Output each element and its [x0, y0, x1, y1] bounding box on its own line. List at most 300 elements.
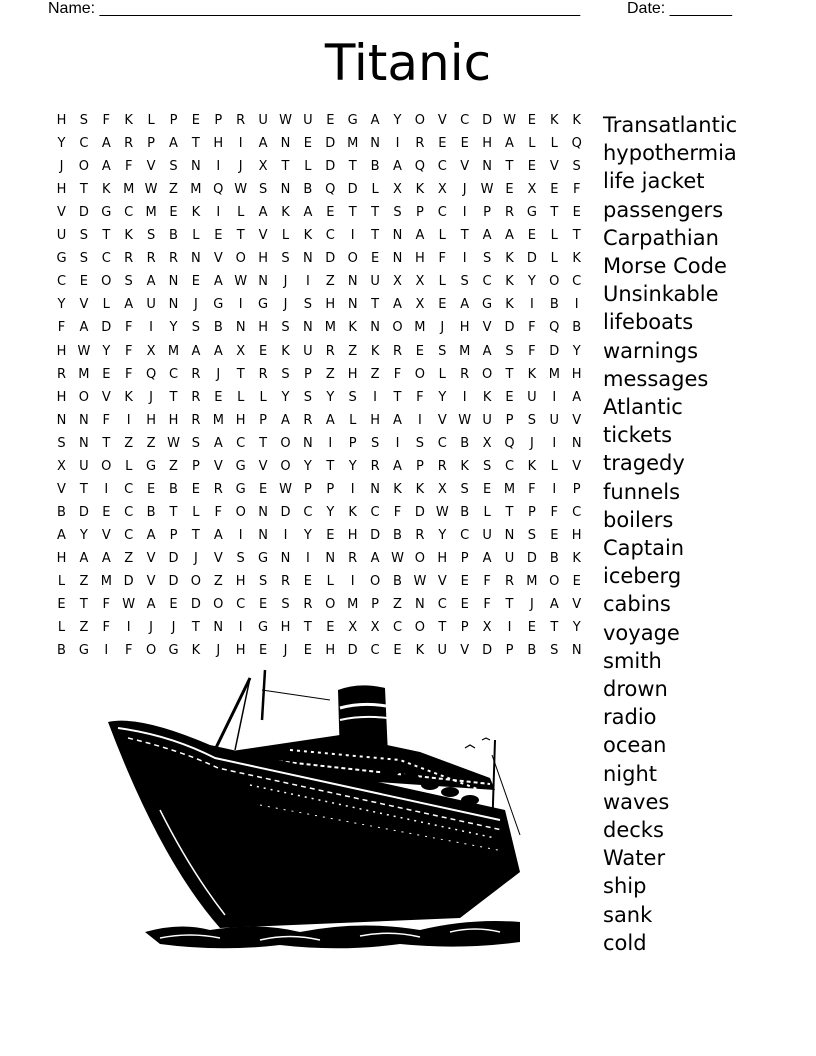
grid-letter[interactable]: D — [347, 182, 358, 198]
grid-letter[interactable]: Y — [326, 389, 335, 405]
grid-letter[interactable]: B — [169, 228, 178, 244]
grid-letter[interactable]: R — [415, 527, 425, 543]
grid-letter[interactable]: B — [57, 643, 66, 659]
grid-letter[interactable]: D — [101, 320, 112, 336]
grid-letter[interactable]: I — [552, 481, 557, 497]
grid-letter[interactable]: H — [437, 550, 448, 566]
grid-letter[interactable]: C — [504, 458, 515, 474]
grid-letter[interactable]: E — [326, 527, 335, 543]
grid-letter[interactable]: S — [527, 412, 537, 428]
grid-letter[interactable]: J — [149, 389, 154, 405]
grid-letter[interactable]: I — [552, 389, 557, 405]
name-field[interactable] — [48, 0, 580, 18]
grid-letter[interactable]: O — [280, 435, 291, 451]
grid-letter[interactable]: D — [370, 527, 381, 543]
grid-letter[interactable]: G — [526, 205, 537, 221]
grid-letter[interactable]: C — [437, 159, 447, 175]
grid-letter[interactable]: F — [483, 597, 491, 613]
grid-letter[interactable]: O — [213, 597, 224, 613]
grid-letter[interactable]: L — [147, 113, 155, 128]
grid-letter[interactable]: J — [238, 159, 243, 175]
grid-letter[interactable]: E — [393, 643, 402, 659]
grid-letter[interactable]: L — [438, 274, 446, 290]
grid-letter[interactable]: L — [57, 574, 66, 589]
grid-letter[interactable]: E — [527, 620, 536, 636]
grid-letter[interactable]: N — [370, 136, 380, 152]
grid-letter[interactable]: I — [126, 412, 131, 428]
grid-letter[interactable]: H — [168, 412, 179, 428]
grid-letter[interactable]: F — [102, 412, 111, 428]
grid-letter[interactable]: O — [78, 159, 89, 175]
grid-letter[interactable]: G — [213, 297, 224, 313]
grid-letter[interactable]: H — [280, 620, 291, 636]
grid-letter[interactable]: Y — [281, 389, 290, 405]
grid-letter[interactable]: I — [216, 159, 221, 175]
grid-letter[interactable]: W — [144, 182, 158, 198]
grid-letter[interactable]: A — [169, 136, 178, 152]
grid-letter[interactable]: Y — [57, 297, 66, 313]
grid-letter[interactable]: I — [574, 297, 579, 313]
grid-letter[interactable]: Y — [348, 458, 357, 474]
grid-letter[interactable]: Z — [79, 620, 89, 636]
grid-letter[interactable]: L — [304, 159, 312, 175]
grid-letter[interactable]: U — [549, 412, 560, 428]
grid-letter[interactable]: G — [146, 458, 157, 474]
grid-letter[interactable]: O — [325, 597, 336, 613]
grid-letter[interactable]: K — [527, 366, 537, 382]
grid-letter[interactable]: R — [213, 481, 223, 497]
grid-letter[interactable]: F — [393, 504, 402, 520]
grid-letter[interactable]: H — [56, 113, 67, 128]
grid-letter[interactable]: M — [347, 597, 359, 613]
grid-letter[interactable]: Z — [169, 458, 178, 474]
grid-letter[interactable]: Q — [414, 159, 425, 175]
grid-letter[interactable]: A — [325, 412, 335, 428]
grid-letter[interactable]: K — [415, 481, 425, 497]
grid-letter[interactable]: S — [482, 251, 492, 267]
grid-letter[interactable]: A — [79, 320, 89, 336]
grid-letter[interactable]: K — [505, 274, 514, 290]
grid-letter[interactable]: K — [505, 251, 514, 267]
grid-letter[interactable]: S — [281, 366, 290, 382]
grid-letter[interactable]: R — [56, 366, 67, 382]
grid-letter[interactable]: X — [482, 620, 492, 636]
grid-letter[interactable]: E — [505, 389, 514, 405]
grid-letter[interactable]: I — [238, 527, 243, 543]
grid-letter[interactable]: E — [505, 182, 514, 198]
grid-letter[interactable]: N — [571, 435, 582, 451]
grid-letter[interactable]: H — [415, 251, 425, 267]
grid-letter[interactable]: U — [437, 643, 448, 659]
grid-letter[interactable]: T — [169, 389, 178, 405]
grid-letter[interactable]: D — [325, 251, 336, 267]
grid-letter[interactable]: H — [347, 527, 358, 543]
grid-letter[interactable]: E — [303, 136, 312, 152]
grid-letter[interactable]: H — [213, 136, 224, 152]
grid-letter[interactable]: V — [213, 251, 223, 267]
grid-letter[interactable]: Y — [169, 320, 178, 336]
grid-letter[interactable]: C — [370, 643, 380, 659]
grid-letter[interactable]: B — [460, 504, 470, 520]
grid-letter[interactable]: N — [168, 274, 179, 290]
grid-letter[interactable]: V — [57, 205, 66, 221]
grid-letter[interactable]: S — [572, 159, 581, 175]
grid-letter[interactable]: E — [326, 113, 335, 128]
grid-letter[interactable]: C — [101, 251, 111, 267]
grid-letter[interactable]: P — [303, 366, 312, 382]
grid-letter[interactable]: S — [370, 435, 380, 451]
grid-letter[interactable]: E — [102, 504, 111, 520]
grid-letter[interactable]: T — [236, 366, 245, 382]
grid-letter[interactable]: K — [550, 113, 559, 128]
grid-letter[interactable]: Y — [102, 343, 111, 359]
grid-letter[interactable]: K — [460, 458, 469, 474]
grid-letter[interactable]: G — [482, 297, 493, 313]
grid-letter[interactable]: V — [101, 527, 111, 543]
grid-letter[interactable]: T — [348, 159, 357, 175]
grid-letter[interactable]: N — [213, 620, 224, 636]
grid-letter[interactable]: D — [190, 597, 201, 613]
grid-letter[interactable]: X — [437, 182, 447, 198]
grid-letter[interactable]: X — [415, 274, 425, 290]
grid-letter[interactable]: H — [325, 297, 336, 313]
grid-letter[interactable]: F — [124, 643, 133, 659]
grid-letter[interactable]: F — [528, 343, 536, 359]
grid-letter[interactable]: I — [350, 228, 355, 244]
grid-letter[interactable]: T — [281, 159, 290, 175]
grid-letter[interactable]: C — [437, 597, 447, 613]
grid-letter[interactable]: L — [281, 228, 290, 244]
grid-letter[interactable]: E — [550, 527, 559, 543]
grid-letter[interactable]: P — [505, 412, 514, 428]
grid-letter[interactable]: R — [191, 389, 201, 405]
grid-letter[interactable]: E — [572, 574, 581, 589]
grid-letter[interactable]: N — [168, 297, 179, 313]
grid-letter[interactable]: D — [325, 159, 336, 175]
grid-letter[interactable]: H — [56, 389, 67, 405]
grid-letter[interactable]: K — [348, 320, 357, 336]
grid-letter[interactable]: T — [79, 182, 88, 198]
grid-letter[interactable]: R — [303, 412, 313, 428]
grid-letter[interactable]: R — [348, 550, 358, 566]
grid-letter[interactable]: K — [393, 481, 402, 497]
grid-letter[interactable]: R — [280, 574, 291, 589]
grid-letter[interactable]: Y — [79, 527, 88, 543]
grid-letter[interactable]: V — [482, 320, 492, 336]
grid-letter[interactable]: L — [192, 228, 200, 244]
grid-letter[interactable]: W — [122, 597, 136, 613]
grid-letter[interactable]: L — [550, 458, 558, 474]
grid-letter[interactable]: M — [100, 574, 112, 589]
grid-letter[interactable]: S — [281, 597, 290, 613]
grid-letter[interactable]: P — [527, 504, 536, 520]
grid-letter[interactable]: W — [279, 481, 292, 497]
grid-letter[interactable]: B — [169, 481, 178, 497]
grid-letter[interactable]: E — [527, 228, 536, 244]
grid-letter[interactable]: A — [101, 550, 111, 566]
grid-letter[interactable]: C — [124, 527, 134, 543]
grid-letter[interactable]: T — [303, 620, 312, 636]
grid-letter[interactable]: L — [259, 389, 267, 405]
grid-letter[interactable]: R — [437, 458, 447, 474]
grid-letter[interactable]: C — [124, 481, 134, 497]
grid-letter[interactable]: H — [56, 182, 67, 198]
grid-letter[interactable]: P — [303, 481, 312, 497]
grid-letter[interactable]: G — [235, 481, 246, 497]
grid-letter[interactable]: I — [126, 620, 131, 636]
grid-letter[interactable]: T — [505, 159, 514, 175]
grid-letter[interactable]: U — [258, 113, 268, 128]
date-blank[interactable]: _______ — [669, 0, 732, 17]
grid-letter[interactable]: S — [79, 228, 89, 244]
grid-letter[interactable]: T — [371, 297, 380, 313]
grid-letter[interactable]: E — [415, 343, 424, 359]
grid-letter[interactable]: R — [258, 366, 268, 382]
grid-letter[interactable]: J — [59, 159, 64, 175]
grid-letter[interactable]: S — [281, 251, 290, 267]
grid-letter[interactable]: M — [167, 343, 180, 359]
grid-letter[interactable]: S — [348, 389, 357, 405]
grid-letter[interactable]: P — [259, 412, 268, 428]
grid-letter[interactable]: T — [572, 228, 581, 244]
grid-letter[interactable]: M — [78, 366, 90, 382]
grid-letter[interactable]: L — [349, 412, 357, 428]
grid-letter[interactable]: O — [414, 113, 425, 128]
grid-letter[interactable]: M — [414, 320, 426, 336]
grid-letter[interactable]: K — [572, 113, 581, 128]
grid-letter[interactable]: T — [191, 136, 200, 152]
grid-letter[interactable]: A — [101, 159, 111, 175]
grid-letter[interactable]: G — [235, 458, 246, 474]
grid-letter[interactable]: A — [370, 550, 380, 566]
grid-letter[interactable]: E — [57, 597, 66, 613]
grid-letter[interactable]: E — [370, 251, 380, 267]
grid-letter[interactable]: C — [437, 205, 447, 221]
grid-letter[interactable]: L — [125, 458, 133, 474]
grid-letter[interactable]: O — [101, 274, 112, 290]
grid-letter[interactable]: E — [191, 481, 200, 497]
grid-letter[interactable]: L — [550, 251, 558, 267]
grid-letter[interactable]: A — [393, 412, 402, 428]
grid-letter[interactable]: G — [347, 113, 358, 128]
grid-letter[interactable]: R — [392, 343, 403, 359]
grid-letter[interactable]: N — [482, 159, 492, 175]
grid-letter[interactable]: X — [370, 620, 380, 636]
grid-letter[interactable]: E — [460, 597, 469, 613]
grid-letter[interactable]: O — [549, 274, 560, 290]
grid-letter[interactable]: X — [482, 435, 492, 451]
grid-letter[interactable]: H — [56, 343, 67, 359]
grid-letter[interactable]: G — [78, 643, 89, 659]
grid-letter[interactable]: W — [391, 550, 404, 566]
grid-letter[interactable]: I — [216, 205, 221, 221]
grid-letter[interactable]: J — [193, 297, 198, 313]
grid-letter[interactable]: E — [527, 159, 536, 175]
grid-letter[interactable]: I — [373, 389, 378, 405]
grid-letter[interactable]: I — [350, 574, 355, 589]
grid-letter[interactable]: M — [190, 182, 202, 198]
grid-letter[interactable]: R — [191, 366, 201, 382]
grid-letter[interactable]: F — [214, 504, 223, 520]
grid-letter[interactable]: X — [393, 274, 402, 290]
grid-letter[interactable]: L — [371, 182, 379, 198]
grid-letter[interactable]: W — [480, 182, 494, 198]
grid-letter[interactable]: K — [348, 504, 357, 520]
grid-letter[interactable]: Z — [370, 366, 380, 382]
grid-letter[interactable]: J — [216, 643, 221, 659]
grid-letter[interactable]: L — [192, 504, 200, 520]
grid-letter[interactable]: R — [236, 113, 246, 128]
grid-letter[interactable]: W — [503, 113, 516, 128]
grid-letter[interactable]: B — [549, 297, 559, 313]
grid-letter[interactable]: F — [124, 320, 133, 336]
grid-letter[interactable]: S — [505, 343, 514, 359]
grid-letter[interactable]: E — [460, 574, 469, 589]
grid-letter[interactable]: Y — [527, 274, 536, 290]
grid-letter[interactable]: B — [549, 550, 559, 566]
grid-letter[interactable]: D — [325, 136, 336, 152]
grid-letter[interactable]: M — [123, 182, 135, 198]
grid-letter[interactable]: F — [124, 366, 133, 382]
grid-letter[interactable]: E — [102, 366, 111, 382]
grid-letter[interactable]: A — [146, 597, 156, 613]
grid-letter[interactable]: Q — [325, 182, 336, 198]
grid-letter[interactable]: O — [101, 458, 112, 474]
grid-letter[interactable]: P — [191, 458, 200, 474]
grid-letter[interactable]: Q — [571, 136, 582, 152]
grid-letter[interactable]: L — [528, 136, 536, 152]
grid-letter[interactable]: A — [124, 297, 134, 313]
grid-letter[interactable]: E — [191, 274, 200, 290]
grid-letter[interactable]: E — [258, 597, 268, 613]
grid-letter[interactable]: M — [324, 320, 336, 336]
grid-letter[interactable]: U — [482, 412, 492, 428]
grid-letter[interactable]: N — [303, 251, 313, 267]
grid-letter[interactable]: E — [460, 136, 469, 152]
grid-letter[interactable]: H — [235, 574, 246, 589]
grid-letter[interactable]: M — [347, 136, 359, 152]
grid-letter[interactable]: S — [169, 159, 178, 175]
grid-letter[interactable]: C — [56, 274, 67, 290]
grid-letter[interactable]: L — [102, 297, 110, 313]
grid-letter[interactable]: P — [169, 113, 178, 128]
grid-letter[interactable]: D — [280, 504, 291, 520]
grid-letter[interactable]: E — [438, 297, 447, 313]
grid-letter[interactable]: M — [145, 205, 157, 221]
grid-letter[interactable]: F — [438, 251, 447, 267]
grid-letter[interactable]: I — [462, 251, 467, 267]
grid-letter[interactable]: D — [414, 504, 425, 520]
grid-letter[interactable]: U — [504, 550, 515, 566]
grid-letter[interactable]: Z — [348, 343, 358, 359]
grid-letter[interactable]: N — [370, 320, 380, 336]
grid-letter[interactable]: V — [258, 228, 268, 244]
grid-letter[interactable]: S — [57, 435, 66, 451]
grid-letter[interactable]: P — [415, 458, 424, 474]
grid-letter[interactable]: S — [258, 574, 268, 589]
grid-letter[interactable]: A — [460, 297, 470, 313]
grid-letter[interactable]: S — [281, 320, 290, 336]
grid-letter[interactable]: J — [193, 550, 198, 566]
grid-letter[interactable]: P — [348, 435, 357, 451]
grid-letter[interactable]: T — [102, 228, 111, 244]
grid-letter[interactable]: U — [56, 228, 67, 244]
grid-letter[interactable]: O — [414, 550, 425, 566]
grid-letter[interactable]: N — [235, 320, 246, 336]
grid-letter[interactable]: E — [326, 205, 335, 221]
grid-letter[interactable]: C — [572, 504, 582, 520]
grid-letter[interactable]: G — [258, 297, 269, 313]
grid-letter[interactable]: Y — [393, 113, 402, 128]
grid-letter[interactable]: J — [149, 620, 154, 636]
grid-letter[interactable]: Y — [572, 620, 581, 636]
grid-letter[interactable]: I — [552, 435, 557, 451]
grid-letter[interactable]: S — [460, 481, 469, 497]
grid-letter[interactable]: T — [102, 435, 111, 451]
grid-letter[interactable]: N — [191, 251, 201, 267]
grid-letter[interactable]: D — [526, 251, 537, 267]
grid-letter[interactable]: S — [527, 527, 537, 543]
grid-letter[interactable]: N — [415, 597, 425, 613]
grid-letter[interactable]: E — [214, 389, 223, 405]
grid-letter[interactable]: W — [167, 435, 180, 451]
grid-letter[interactable]: S — [303, 389, 313, 405]
grid-letter[interactable]: L — [237, 205, 245, 221]
grid-letter[interactable]: N — [280, 182, 291, 198]
grid-letter[interactable]: E — [258, 343, 268, 359]
grid-letter[interactable]: X — [415, 297, 425, 313]
grid-letter[interactable]: H — [347, 366, 358, 382]
grid-letter[interactable]: N — [79, 412, 89, 428]
grid-letter[interactable]: R — [504, 574, 515, 589]
grid-letter[interactable]: E — [258, 481, 268, 497]
grid-letter[interactable]: V — [437, 412, 447, 428]
grid-letter[interactable]: V — [572, 458, 582, 474]
grid-letter[interactable]: A — [191, 343, 201, 359]
grid-letter[interactable]: Y — [57, 136, 66, 152]
grid-letter[interactable]: E — [169, 205, 178, 221]
grid-letter[interactable]: R — [124, 136, 134, 152]
grid-letter[interactable]: A — [482, 550, 492, 566]
grid-letter[interactable]: J — [216, 366, 221, 382]
grid-letter[interactable]: C — [236, 597, 246, 613]
grid-letter[interactable]: W — [458, 412, 472, 428]
grid-letter[interactable]: J — [440, 320, 445, 336]
grid-letter[interactable]: O — [145, 643, 157, 659]
grid-letter[interactable]: Z — [393, 597, 402, 613]
grid-letter[interactable]: D — [347, 643, 358, 659]
grid-letter[interactable]: X — [527, 182, 537, 198]
grid-letter[interactable]: Q — [213, 182, 224, 198]
grid-letter[interactable]: N — [325, 550, 336, 566]
grid-letter[interactable]: Y — [438, 389, 447, 405]
grid-letter[interactable]: B — [460, 435, 470, 451]
grid-letter[interactable]: V — [460, 159, 470, 175]
grid-letter[interactable]: V — [213, 550, 223, 566]
grid-letter[interactable]: A — [79, 550, 89, 566]
grid-letter[interactable]: K — [505, 297, 514, 313]
grid-letter[interactable]: I — [507, 620, 512, 636]
grid-letter[interactable]: P — [483, 205, 492, 221]
grid-letter[interactable]: P — [460, 550, 469, 566]
grid-letter[interactable]: A — [393, 458, 402, 474]
grid-letter[interactable]: F — [102, 597, 111, 613]
grid-letter[interactable]: M — [212, 412, 224, 428]
grid-letter[interactable]: L — [550, 136, 558, 152]
grid-letter[interactable]: I — [417, 412, 422, 428]
grid-letter[interactable]: S — [258, 182, 268, 198]
grid-letter[interactable]: I — [238, 620, 243, 636]
